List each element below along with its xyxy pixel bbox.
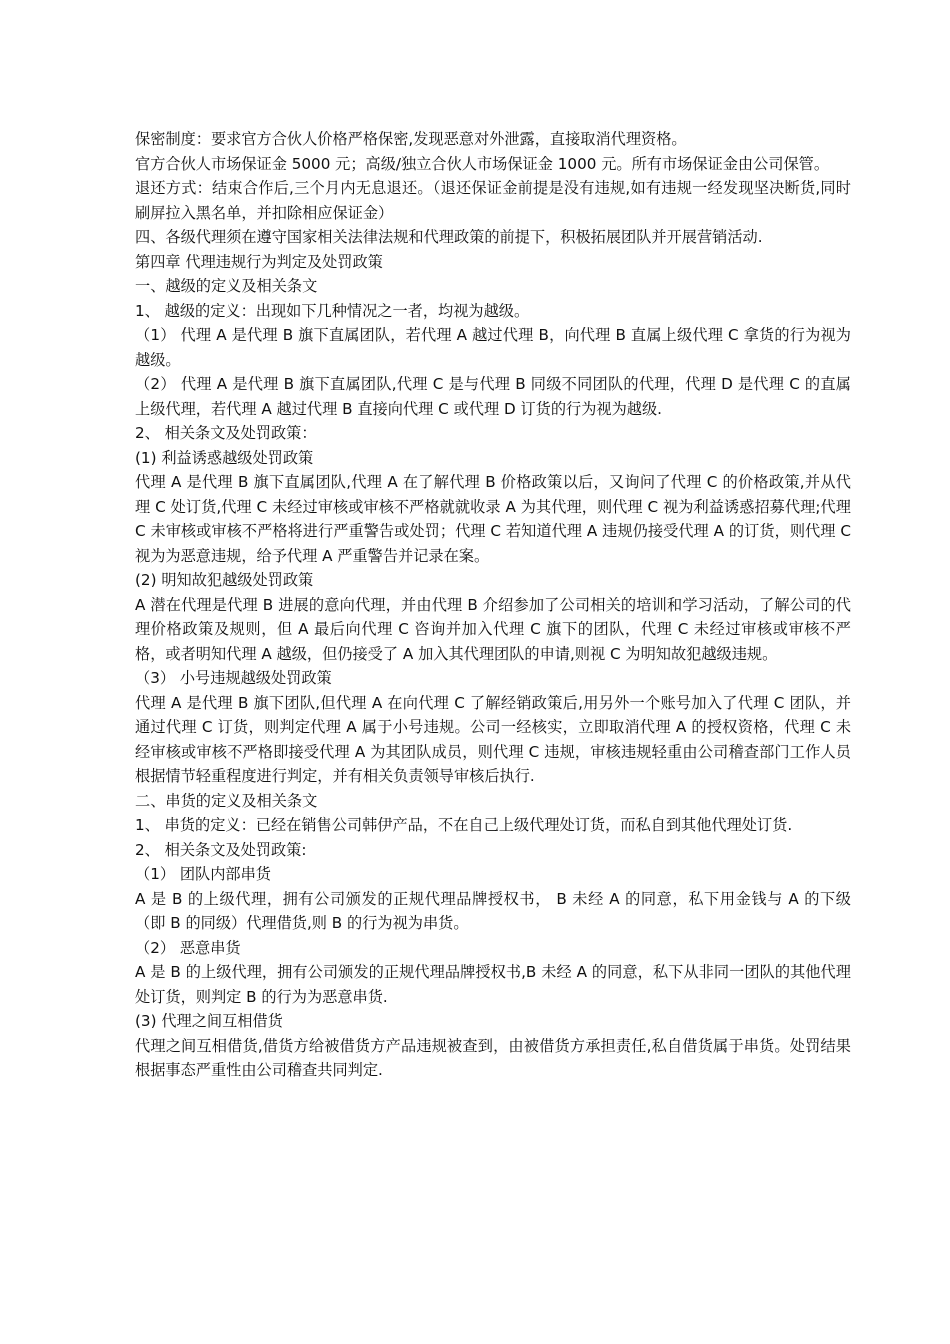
subheading-mutual-borrowing: (3) 代理之间互相借货 <box>135 1012 283 1030</box>
overreach-policy-heading: 2、 相关条文及处罚政策： <box>135 424 317 442</box>
overreach-definition: 1、 越级的定义：出现如下几种情况之一者，均视为越级。 <box>135 301 530 320</box>
malicious-crossgoods-policy: A 是 B 的上级代理，拥有公司颁发的正规代理品牌授权书,B 未经 A 的同意，私下从非同一团队的其他代理处订货，则判定 B 的行为为恶意串货. <box>135 963 851 1006</box>
paragraph-compliance: 四、各级代理须在遵守国家相关法律法规和代理政策的前提下，积极拓展团队并开展营销活动. <box>135 228 763 246</box>
section-heading-crossgoods: 二、串货的定义及相关条文 <box>135 791 318 810</box>
paragraph-refund: 退还方式：结束合作后,三个月内无息退还。（退还保证金前提是没有违规,如有违规一经发现坚决断货,同时刷屏拉入黑名单，并扣除相应保证金） <box>135 179 851 222</box>
mutual-borrowing-policy: 代理之间互相借货,借货方给被借货方产品违规被查到，由被借货方承担责任,私自借货属于串货。处罚结果根据事态严重性由公司稽查共同判定. <box>135 1036 851 1079</box>
paragraph-confidentiality: 保密制度：要求官方合伙人价格严格保密,发现恶意对外泄露，直接取消代理资格。 <box>135 130 687 148</box>
crossgoods-policy-heading: 2、 相关条文及处罚政策: <box>135 840 307 859</box>
alt-account-policy: 代理 A 是代理 B 旗下团队,但代理 A 在向代理 C 了解经销政策后,用另外一个账号加入了代理 C 团队，并通过代理 C 订货，则判定代理 A 属于小号违规。公司一经核实，立即取消代理 A 的授权资格，代理 C 未经审核或审核不严格即接受代理 A 为其团队成员，则代理 C 违规，审核违规轻重由公司稽查部门工作人员根据情节轻重程度进行判定，并有相关负责领导审核后执行. <box>135 693 851 785</box>
paragraph-deposit: 官方合伙人市场保证金 5000 元；高级/独立合伙人市场保证金 1000 元。所有市场保证金由公司保管。 <box>135 154 830 173</box>
subheading-malicious-crossgoods: （2） 恶意串货 <box>135 938 241 957</box>
section-heading-overreach: 一、越级的定义及相关条文 <box>135 277 318 295</box>
overreach-case-2: （2） 代理 A 是代理 B 旗下直属团队,代理 C 是与代理 B 同级不同团队的代理，代理 D 是代理 C 的直属上级代理，若代理 A 越过代理 B 直接向代理 C 或代理 D 订货的行为视为越级. <box>135 375 851 418</box>
subheading-internal-crossgoods: （1） 团队内部串货 <box>135 865 271 883</box>
subheading-alt-account: （3） 小号违规越级处罚政策 <box>135 669 332 687</box>
internal-crossgoods-policy: A 是 B 的上级代理，拥有公司颁发的正规代理品牌授权书， B 未经 A 的同意，私下用金钱与 A 的下级（即 B 的同级）代理借货,则 B 的行为视为串货。 <box>135 889 851 932</box>
overreach-case-1: （1） 代理 A 是代理 B 旗下直属团队，若代理 A 越过代理 B，向代理 B 直属上级代理 C 拿货的行为视为越级。 <box>135 326 851 369</box>
inducement-policy: 代理 A 是代理 B 旗下直属团队,代理 A 在了解代理 B 价格政策以后，又询问了代理 C 的价格政策,并从代理 C 处订货,代理 C 未经过审核或审核不严格就就收录 A 为其代理，则代理 C 视为利益诱惑招募代理;代理 C 未审核或审核不严格将进行严重警告或处罚；代理 C 若知道代理 A 违规仍接受代理 A 的订货，则代理 C 视为为恶意违规，给予代理 A 严重警告并记录在案。 <box>135 473 851 565</box>
crossgoods-definition: 1、 串货的定义：已经在销售公司韩伊产品，不在自己上级代理处订货，而私自到其他代理处订货. <box>135 816 793 834</box>
subheading-knowing-violation: (2) 明知故犯越级处罚政策 <box>135 571 314 589</box>
subheading-inducement: (1) 利益诱惑越级处罚政策 <box>135 448 314 467</box>
chapter-heading: 第四章 代理违规行为判定及处罚政策 <box>135 252 383 271</box>
document-body <box>135 127 851 1083</box>
knowing-violation-policy: A 潜在代理是代理 B 进展的意向代理，并由代理 B 介绍参加了公司相关的培训和学习活动，了解公司的代理价格政策及规则，但 A 最后向代理 C 咨询并加入代理 C 旗下的团队，代理 C 未经过审核或审核不严格，或者明知代理 A 越级，但仍接受了 A 加入其代理团队的申请,则视 C 为明知故犯越级违规。 <box>135 595 851 663</box>
